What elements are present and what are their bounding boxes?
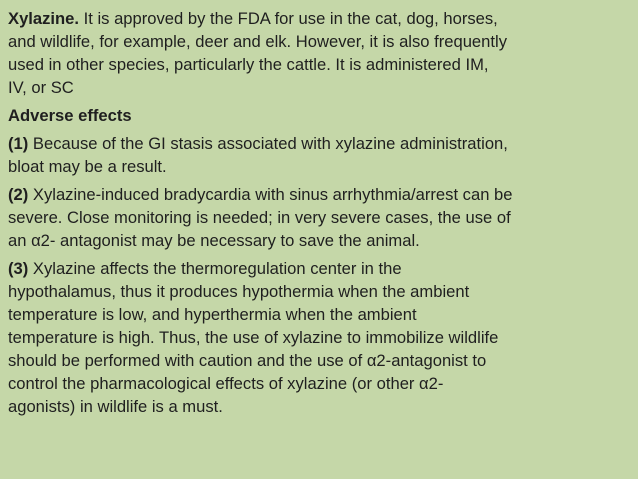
effect-2-line-2: severe. Close monitoring is needed; in very severe cases, the use of [8, 208, 511, 227]
effect-1-line-2: bloat may be a result. [8, 157, 167, 176]
slide-body [8, 4, 630, 418]
xylazine-line-2: and wildlife, for example, deer and elk. However, it is also frequently [8, 32, 507, 51]
effect-2-paragraph [8, 183, 630, 252]
effect-2-line-3: an α2- antagonist may be necessary to save the animal. [8, 231, 420, 250]
effect-3-line-1: (3) Xylazine affects the thermoregulation center in the [8, 259, 402, 278]
effect-3-line-2: hypothalamus, thus it produces hypothermia when the ambient [8, 282, 470, 301]
effect-3-line-3: temperature is low, and hyperthermia when the ambient [8, 305, 417, 324]
effect-3-line-5: should be performed with caution and the use of α2-antagonist to [8, 351, 487, 370]
adverse-effects-heading: Adverse effects [8, 106, 132, 125]
effect-3-line-7: agonists) in wildlife is a must. [8, 397, 223, 416]
xylazine-lead: Xylazine. [8, 9, 80, 28]
effect-3-line-4: temperature is high. Thus, the use of xylazine to immobilize wildlife [8, 328, 499, 347]
effect-3-line-6: control the pharmacological effects of xylazine (or other α2- [8, 374, 444, 393]
effect-3-number: (3) [8, 259, 29, 278]
effect-1-line-1: (1) Because of the GI stasis associated with xylazine administration, [8, 134, 508, 153]
effect-2-number: (2) [8, 185, 29, 204]
xylazine-line-1: Xylazine. It is approved by the FDA for use in the cat, dog, horses, [8, 9, 498, 28]
effect-1-number: (1) [8, 134, 29, 153]
effect-3-paragraph [8, 257, 630, 418]
effect-2-line-1: (2) Xylazine-induced bradycardia with sinus arrhythmia/arrest can be [8, 185, 513, 204]
xylazine-line-4: IV, or SC [8, 78, 74, 97]
xylazine-paragraph [8, 7, 630, 99]
effect-1-paragraph [8, 132, 630, 178]
xylazine-line-3: used in other species, particularly the cattle. It is administered IM, [8, 55, 489, 74]
